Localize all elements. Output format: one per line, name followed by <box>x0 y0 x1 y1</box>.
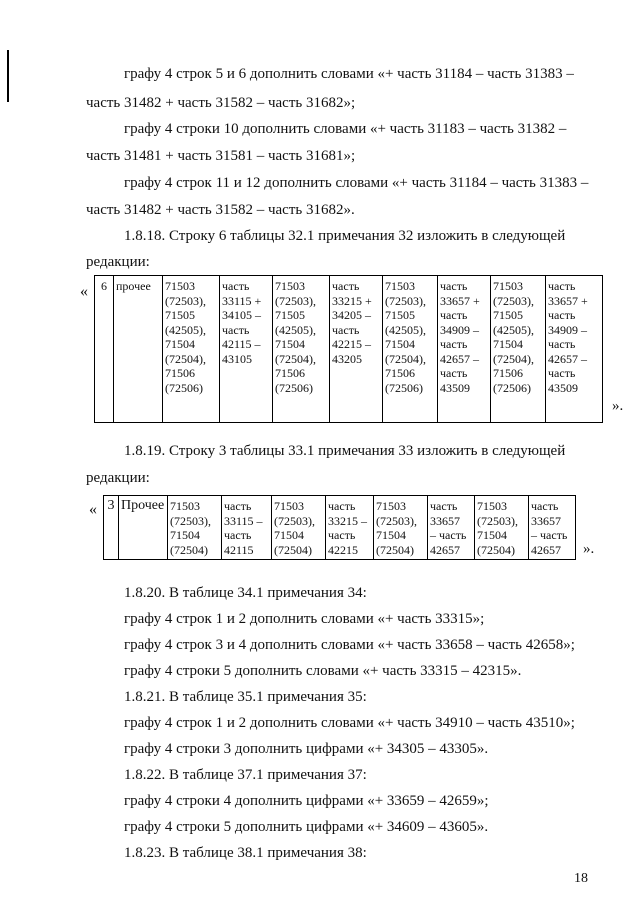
open-quote: « <box>89 501 97 518</box>
table-row <box>95 276 603 423</box>
paragraph-line: графу 4 строк 1 и 2 дополнить словами «+ часть 33315»; <box>124 611 485 627</box>
close-quote: ». <box>612 398 624 414</box>
paragraph-line: часть 31482 + часть 31582 – часть 31682». <box>86 202 355 218</box>
paragraph-line: 1.8.19. Строку 3 таблицы 33.1 примечания 33 изложить в следующей <box>124 443 566 459</box>
open-quote: « <box>80 283 88 300</box>
paragraph-line: редакции: <box>86 254 150 270</box>
page-number: 18 <box>574 871 588 886</box>
close-quote: ». <box>583 541 595 557</box>
table-cell: часть 33657 – часть 42657 <box>428 496 475 560</box>
table-cell: 71503 (72503), 71504 (72504) <box>272 496 326 560</box>
paragraph-line: часть 31481 + часть 31581 – часть 31681»; <box>86 148 356 164</box>
table-33-1-row <box>103 495 576 560</box>
paragraph-line: графу 4 строки 5 дополнить цифрами «+ 34609 – 43605». <box>124 819 489 835</box>
table-cell: 71503 (72503), 71505 (42505), 71504 (72504), 71506 (72506) <box>491 276 546 423</box>
paragraph-line: часть 31482 + часть 31582 – часть 31682»; <box>86 95 356 111</box>
paragraph-line: 1.8.23. В таблице 38.1 примечания 38: <box>124 845 367 861</box>
paragraph-line: графу 4 строки 3 дополнить цифрами «+ 34305 – 43305». <box>124 741 489 757</box>
paragraph-line: 1.8.22. В таблице 37.1 примечания 37: <box>124 767 367 783</box>
paragraph-line: 1.8.21. В таблице 35.1 примечания 35: <box>124 689 367 705</box>
paragraph-line: редакции: <box>86 470 150 486</box>
table-cell: часть 33215 – часть 42215 <box>326 496 374 560</box>
table-row <box>104 496 576 560</box>
table-cell: 71503 (72503), 71505 (42505), 71504 (72504), 71506 (72506) <box>383 276 438 423</box>
paragraph-line: графу 4 строки 5 дополнить словами «+ часть 33315 – 42315». <box>124 663 522 679</box>
paragraph-line: графу 4 строки 4 дополнить цифрами «+ 33659 – 42659»; <box>124 793 489 809</box>
table-cell: 3 <box>104 496 119 560</box>
paragraph-line: графу 4 строк 5 и 6 дополнить словами «+ часть 31184 – часть 31383 – <box>124 66 574 82</box>
paragraph-line: 1.8.20. В таблице 34.1 примечания 34: <box>124 585 367 601</box>
table-cell: прочее <box>114 276 163 423</box>
paragraph-line: графу 4 строк 1 и 2 дополнить словами «+ часть 34910 – часть 43510»; <box>124 715 575 731</box>
table-cell: часть 33657 – часть 42657 <box>529 496 576 560</box>
table-cell: Прочее <box>119 496 168 560</box>
paragraph-line: 1.8.18. Строку 6 таблицы 32.1 примечания 32 изложить в следующей <box>124 228 566 244</box>
table-cell: 71503 (72503), 71505 (42505), 71504 (72504), 71506 (72506) <box>273 276 330 423</box>
paragraph-line: графу 4 строк 3 и 4 дополнить словами «+ часть 33658 – часть 42658»; <box>124 637 575 653</box>
table-cell: 6 <box>95 276 114 423</box>
table-cell: 71503 (72503), 71504 (72504) <box>374 496 428 560</box>
table-32-1-row <box>94 275 603 423</box>
margin-mark <box>7 50 9 102</box>
paragraph-line: графу 4 строки 10 дополнить словами «+ часть 31183 – часть 31382 – <box>124 121 567 137</box>
table-cell: часть 33657 + часть 34909 – часть 42657 – часть 43509 <box>438 276 491 423</box>
table-cell: часть 33215 + 34205 – часть 42215 – 43205 <box>330 276 383 423</box>
table-cell: часть 33657 + часть 34909 – часть 42657 – часть 43509 <box>546 276 603 423</box>
table-cell: часть 33115 + 34105 – часть 42115 – 43105 <box>220 276 273 423</box>
table-cell: 71503 (72503), 71504 (72504) <box>475 496 529 560</box>
table-cell: 71503 (72503), 71505 (42505), 71504 (72504), 71506 (72506) <box>163 276 220 423</box>
table-cell: часть 33115 – часть 42115 <box>222 496 272 560</box>
table-cell: 71503 (72503), 71504 (72504) <box>168 496 222 560</box>
paragraph-line: графу 4 строк 11 и 12 дополнить словами «+ часть 31184 – часть 31383 – <box>124 175 589 191</box>
